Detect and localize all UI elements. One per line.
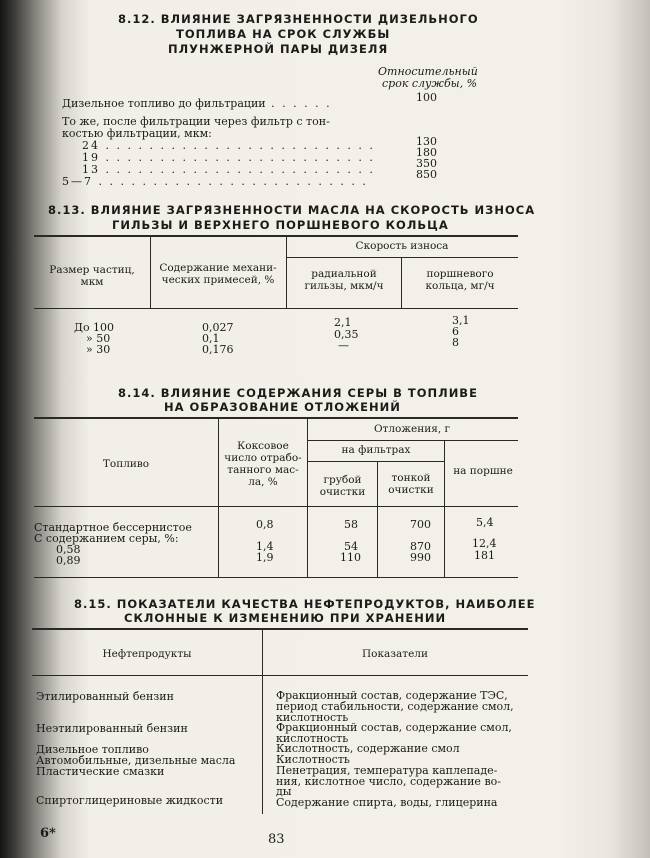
s15-product-1: Этилированный бензин xyxy=(36,690,174,703)
s14-header-bottom-rule xyxy=(34,506,518,507)
s14-header-deposits: Отложения, г xyxy=(373,423,451,435)
s13-radial-3: — xyxy=(338,339,349,352)
s14-piston-2: 12,4 xyxy=(472,537,497,550)
s13-table-top-rule xyxy=(34,235,518,237)
s14-coke-2: 1,4 xyxy=(256,540,274,553)
s13-content-2: 0,1 xyxy=(202,332,220,345)
s13-size-2: » 50 xyxy=(86,332,111,345)
s13-header-radial: радиальной гильзы, мкм/ч xyxy=(304,268,384,292)
s15-indicator-line-11: Содержание спирта, воды, глицерина xyxy=(276,796,498,809)
signature-mark: 6* xyxy=(40,826,56,841)
s12-row-unfiltered: Дизельное топливо до фильтрации . . . . . . xyxy=(62,97,332,110)
s14-row-sulfur-label: С содержанием серы, %: xyxy=(34,532,179,545)
s15-indicator-line-1: Фракционный состав, содержание ТЭС, xyxy=(276,689,508,702)
s15-indicator-line-9: ния, кислотное число, содержание во- xyxy=(276,775,501,788)
s14-header-filters: на фильтрах xyxy=(341,444,411,456)
s12-row-13-value: 350 xyxy=(416,157,437,170)
s13-header-ring: поршневого кольца, мг/ч xyxy=(425,268,495,292)
s15-vline xyxy=(262,629,263,814)
s13-content-3: 0,176 xyxy=(202,343,234,356)
s14-header-fuel: Топливо xyxy=(102,458,150,470)
s13-radial-1: 2,1 xyxy=(334,316,352,329)
s15-indicator-line-10: ды xyxy=(276,785,292,798)
s13-size-1: До 100 xyxy=(74,321,115,334)
s14-coarse-2: 54 xyxy=(344,540,358,553)
s14-piston-3: 181 xyxy=(474,549,495,562)
s13-vline-2 xyxy=(286,236,287,309)
page-number: 83 xyxy=(268,832,285,847)
s14-fine-1: 700 xyxy=(410,518,431,531)
s12-title-line2: ТОПЛИВА НА СРОК СЛУЖБЫ xyxy=(176,27,391,41)
s13-size-3: » 30 xyxy=(86,343,111,356)
s14-row-089: 0,89 xyxy=(56,554,81,567)
s13-content-1: 0,027 xyxy=(202,321,234,334)
s15-indicator-line-2: период стабильности, содержание смол, xyxy=(276,700,514,713)
s14-vline-2 xyxy=(307,418,308,578)
s13-header-size: Размер частиц, мкм xyxy=(49,264,135,288)
s15-indicator-line-7: Кислотность xyxy=(276,753,350,766)
s12-title-line3: ПЛУНЖЕРНОЙ ПАРЫ ДИЗЕЛЯ xyxy=(168,42,389,56)
s15-indicator-line-3: кислотность xyxy=(276,711,349,724)
s14-header-piston: на поршне xyxy=(453,465,513,477)
s15-product-5: Пластические смазки xyxy=(36,765,165,778)
s13-ring-3: 8 xyxy=(452,336,459,349)
s15-table-top-rule xyxy=(32,628,528,630)
s15-indicator-line-4: Фракционный состав, содержание смол, xyxy=(276,721,512,734)
s14-header-coke: Коксовое число отрабо- танного мас- ла, % xyxy=(224,440,302,488)
s15-title-line1: 8.15. ПОКАЗАТЕЛИ КАЧЕСТВА НЕФТЕПРОДУКТОВ, НАИБОЛЕЕ xyxy=(74,597,536,611)
s15-indicator-line-6: Кислотность, содержание смол xyxy=(276,742,460,755)
s14-table-top-rule xyxy=(34,417,518,419)
s14-deposits-rule xyxy=(308,440,518,441)
s15-header-product: Нефтепродукты xyxy=(102,648,192,660)
s14-vline-4 xyxy=(444,441,445,578)
s14-header-fine: тонкой очистки xyxy=(388,472,434,496)
s12-col-header-line1: Относительный xyxy=(378,65,478,78)
s12-title-line1: 8.12. ВЛИЯНИЕ ЗАГРЯЗНЕННОСТИ ДИЗЕЛЬНОГО xyxy=(118,12,479,26)
s14-vline-1 xyxy=(218,418,219,578)
s12-row-5-7: 5—7 . . . . . . . . . . . . . . . . . . . . . . . . . xyxy=(62,175,368,188)
s12-row-24: 24 . . . . . . . . . . . . . . . . . . . . . . . . . xyxy=(82,139,375,152)
s14-row-standard: Стандартное бессернистое xyxy=(34,521,192,534)
s14-coke-1: 0,8 xyxy=(256,518,274,531)
s14-title-line1: 8.14. ВЛИЯНИЕ СОДЕРЖАНИЯ СЕРЫ В ТОПЛИВЕ xyxy=(118,386,478,400)
s12-row-24-value: 130 xyxy=(416,135,437,148)
s13-title-line2: ГИЛЬЗЫ И ВЕРХНЕГО ПОРШНЕВОГО КОЛЬЦА xyxy=(112,218,449,232)
s15-product-6: Спиртоглицериновые жидкости xyxy=(36,794,224,807)
s12-row-5-7-value: 850 xyxy=(416,168,437,181)
s15-title-line2: СКЛОННЫЕ К ИЗМЕНЕНИЮ ПРИ ХРАНЕНИИ xyxy=(124,611,447,625)
s12-row-filtered-line2: костью фильтрации, мкм: xyxy=(62,127,212,140)
s14-fine-2: 870 xyxy=(410,540,431,553)
s12-row-13: 13 . . . . . . . . . . . . . . . . . . . . . . . . . xyxy=(82,163,375,176)
s12-row-filtered-line1: То же, после фильтрации через фильтр с тон- xyxy=(62,115,330,128)
s15-product-3: Дизельное топливо xyxy=(36,743,149,756)
s15-product-2: Неэтилированный бензин xyxy=(36,722,188,735)
s13-vline-1 xyxy=(150,236,151,309)
s14-fine-3: 990 xyxy=(410,551,431,564)
s15-header-indicators: Показатели xyxy=(362,648,428,660)
s14-table-bottom-rule xyxy=(34,577,518,578)
s14-coarse-3: 110 xyxy=(340,551,361,564)
s14-coarse-1: 58 xyxy=(344,518,358,531)
s13-ring-1: 3,1 xyxy=(452,314,470,327)
s15-header-bottom-rule xyxy=(32,675,528,676)
s13-header-bottom-rule xyxy=(34,308,518,309)
s13-speed-rule xyxy=(287,257,518,258)
s15-product-4: Автомобильные, дизельные масла xyxy=(36,754,236,767)
s14-piston-1: 5,4 xyxy=(476,516,494,529)
s14-title-line2: НА ОБРАЗОВАНИЕ ОТЛОЖЕНИЙ xyxy=(164,400,401,414)
s13-ring-2: 6 xyxy=(452,325,459,338)
s13-title-line1: 8.13. ВЛИЯНИЕ ЗАГРЯЗНЕННОСТИ МАСЛА НА СКОРОСТЬ ИЗНОСА xyxy=(48,203,536,217)
s12-row-unfiltered-value: 100 xyxy=(416,91,437,104)
s13-radial-2: 0,35 xyxy=(334,328,359,341)
s12-col-header-line2: срок службы, % xyxy=(382,77,478,90)
s12-row-19-value: 180 xyxy=(416,146,437,159)
s13-header-content: Содержание механи- ческих примесей, % xyxy=(159,262,277,286)
s13-header-speed: Скорость износа xyxy=(355,240,449,252)
s12-row-19: 19 . . . . . . . . . . . . . . . . . . . . . . . . . xyxy=(82,151,375,164)
s14-row-058: 0,58 xyxy=(56,543,81,556)
s14-header-coarse: грубой очистки xyxy=(319,474,366,498)
s15-indicator-line-8: Пенетрация, температура каплепаде- xyxy=(276,764,498,777)
s14-coke-3: 1,9 xyxy=(256,551,274,564)
s15-indicator-line-5: кислотность xyxy=(276,732,349,745)
